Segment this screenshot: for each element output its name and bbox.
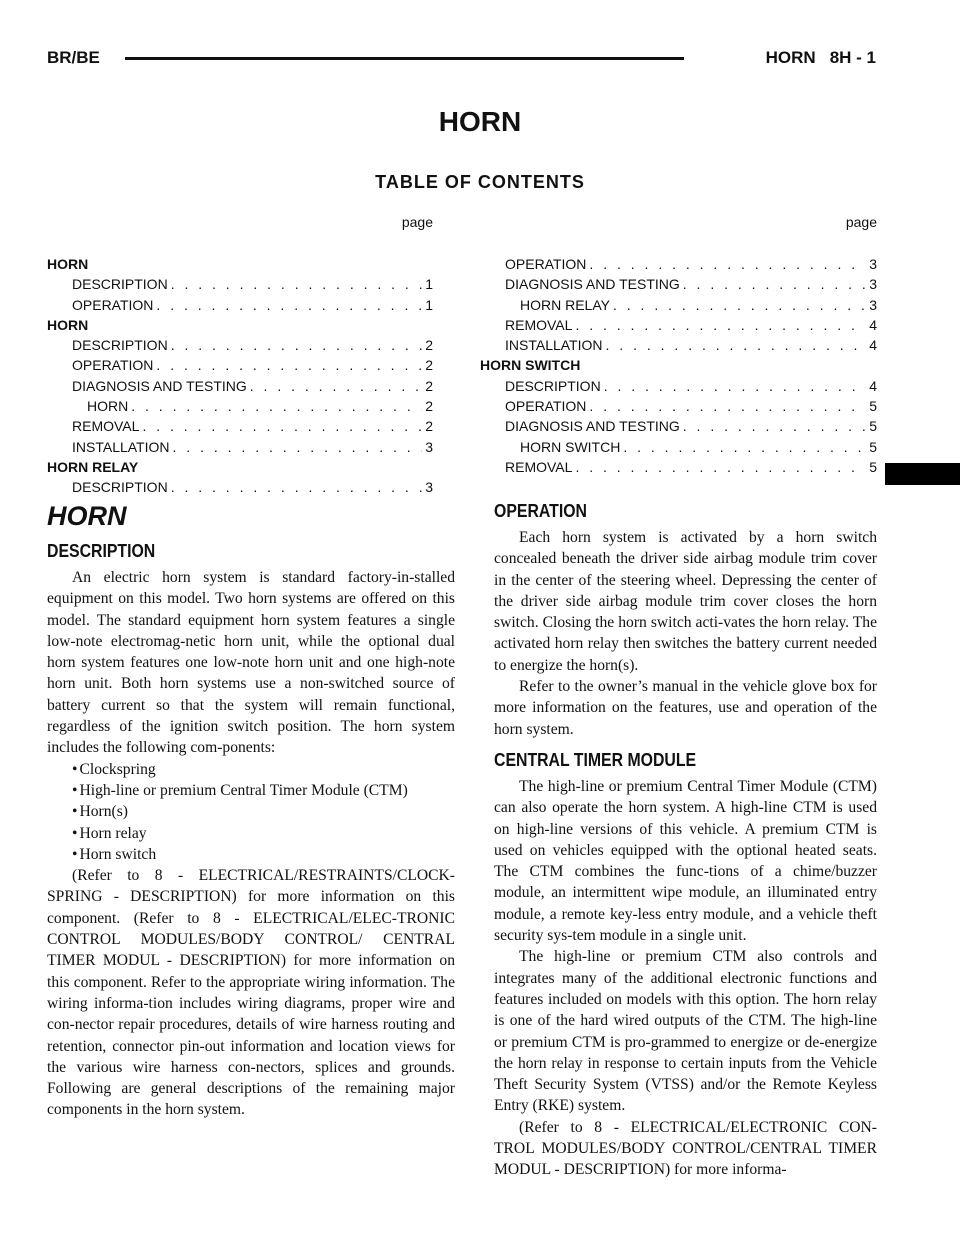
toc-leader-dots [156,355,422,375]
toc-entry-label: DIAGNOSIS AND TESTING [505,418,680,435]
toc-entry-label: DESCRIPTION [505,377,601,394]
toc-entry-label: DESCRIPTION [72,337,168,354]
toc-entry-label: HORN SWITCH [520,438,621,455]
toc-leader-dots [623,437,866,457]
body-column-right [494,497,877,1181]
toc-entry-label: INSTALLATION [505,337,603,354]
list-item: • Horn relay [72,824,147,842]
toc-entry-label: HORN [47,316,89,333]
toc-leader-dots [173,437,422,457]
toc-entry[interactable] [480,254,877,274]
toc-entry-label: HORN RELAY [47,458,139,475]
toc-leader-dots [156,295,422,315]
toc-page-number: 2 [425,357,433,374]
toc-leader-dots [613,295,866,315]
toc-page-number: 5 [869,418,877,435]
ctm-paragraph-3: (Refer to 8 - ELECTRICAL/ELECTRONIC CON-TROL MODULES/BODY CONTROL/CENTRAL TIMER MODUL - DESCRIPTION) for more informa- [494,1118,877,1179]
toc-entry-label: DESCRIPTION [72,479,168,496]
toc-leader-dots [589,396,866,416]
toc-entry-label: OPERATION [72,296,154,313]
operation-paragraph-2: Refer to the owner’s manual in the vehicle glove box for more information on the features, use and operation of the horn system. [494,678,877,738]
page-header [47,47,876,71]
header-section-page [766,47,876,69]
list-item: • Clockspring [72,760,156,778]
toc-entry[interactable] [480,396,877,416]
toc-page-number: 5 [869,398,877,415]
document-title: HORN [438,106,522,137]
toc-page-number: 4 [869,316,877,333]
toc-group-heading[interactable] [47,254,433,274]
toc-entry-label: DESCRIPTION [72,276,168,293]
header-page-number: 8H - 1 [829,48,876,67]
toc-leader-dots [142,416,422,436]
toc-leader-dots [250,376,422,396]
header-model: BR/BE [47,48,100,67]
toc-group-heading[interactable] [47,457,433,477]
toc-entry[interactable] [47,335,433,355]
toc-entry[interactable] [47,416,433,436]
toc-page-number: 1 [425,276,433,293]
toc-entry-label: OPERATION [72,357,154,374]
toc-entry-label: DIAGNOSIS AND TESTING [72,377,247,394]
toc-page-number: 3 [425,479,433,496]
toc-entry-label: OPERATION [505,398,587,415]
toc-page-number: 4 [869,377,877,394]
toc-entry-label: HORN [87,398,129,415]
toc-entry-label: HORN RELAY [520,296,610,313]
ctm-paragraph-2: The high-line or premium CTM also controls and integrates many of the additional electronic functions and features included on models with this option. The horn relay is one of the hard wired outputs of the CTM. The high-line or premium CTM is pro-grammed to energize or de-energize the horn relay in response to certain inputs from the Vehicle Theft Security System (VTSS) and/or the Remote Keyless Entry (RKE) system. [494,948,877,1115]
reference-paragraph: (Refer to 8 - ELECTRICAL/RESTRAINTS/CLOCK-SPRING - DESCRIPTION) for more information on this component. (Refer to 8 - ELECTRICAL/ELEC-TRONIC CONTROL MODULES/BODY CONTROL/ CENTRAL TIMER MODUL - DESCRIPTION) for more information on this component. Refer to the appropriate wiring information. The wiring informa-tion includes wiring diagrams, proper wire and con-nector repair procedures, details of wire harness routing and retention, connector pin-out information and location views for the various wire harness con-nectors, splices and grounds. Following are general descriptions of the remaining major components in the horn system. [47,867,455,1119]
toc-leader-dots [589,254,866,274]
toc-entry-label: HORN [47,256,89,272]
toc-page-number: 2 [425,377,433,394]
toc-page-number: 5 [869,458,877,475]
toc-entry-label: OPERATION [505,256,587,272]
toc-entry-label: DIAGNOSIS AND TESTING [505,276,680,293]
toc-leader-dots [606,335,866,355]
toc-entry-label: REMOVAL [505,458,573,475]
toc-entry[interactable] [47,376,433,396]
toc-group-heading[interactable] [480,355,877,375]
header-section: HORN [765,48,816,67]
toc-entry-label: HORN SWITCH [480,357,581,374]
component-list [47,759,455,865]
toc-page-number: 2 [425,337,433,354]
subheading-central-timer-module: CENTRAL TIMER MODULE [494,749,697,770]
toc-title: TABLE OF CONTENTS [375,172,585,192]
operation-paragraph-1: Each horn system is activated by a horn switch concealed beneath the driver side airbag module trim cover in the center of the steering wheel. Depressing the center of the driver side airbag module trim cover closes the horn switch. Closing the horn switch acti-vates the horn relay. The activated horn relay then switches the battery current needed to energize the horn(s). [494,529,877,674]
list-item: • High-line or premium Central Timer Module (CTM) [72,781,408,799]
toc-leader-dots [683,416,866,436]
section-edge-tab [885,463,960,485]
toc-page-number: 3 [869,256,877,272]
toc-entry[interactable] [480,376,877,396]
subheading-description: DESCRIPTION [47,541,156,561]
toc-list-right [480,254,877,477]
toc-leader-dots [683,274,866,294]
toc-leader-dots [604,376,866,396]
toc-list-left [47,254,433,498]
toc-entry[interactable] [47,274,433,294]
toc-page-number: 3 [869,276,877,293]
toc-leader-dots [171,477,422,497]
ctm-paragraph-1: The high-line or premium Central Timer Module (CTM) can also operate the horn system. A high-line CTM is used on high-line versions of this vehicle. A premium CTM is used on vehicles equipped with the optional heated seats. The CTM combines the func-tions of a chime/buzzer module, an intermittent wipe module, an illuminated entry module, a remote key-less entry module, and a vehicle theft security sys-tem module in a single unit. [494,777,877,945]
toc-entry[interactable] [480,437,877,457]
toc-leader-dots [575,457,866,477]
toc-entry[interactable] [480,335,877,355]
toc-entry[interactable] [480,416,877,436]
toc-entry-label: REMOVAL [72,418,140,435]
toc-entry-label: INSTALLATION [72,438,170,455]
toc-entry[interactable] [480,295,877,315]
toc-entry[interactable] [47,477,433,497]
subheading-operation: OPERATION [494,501,587,521]
toc-page-number: 5 [869,438,877,455]
description-paragraph: An electric horn system is standard factory-in-stalled equipment on this model. Two horn systems are offered on this model. The standard equipment horn system features a single low-note electromag-netic horn unit, while the optional dual horn system features one low-note horn unit and one high-note horn unit. Both horn systems use a non-switched source of battery current so that the system will remain functional, regardless of the ignition switch position. The horn system includes the following com-ponents: [47,569,455,757]
toc-entry-label: REMOVAL [505,316,573,333]
toc-entry[interactable] [47,437,433,457]
toc-page-number: 1 [425,296,433,313]
toc-leader-dots [575,315,866,335]
toc-page-label: page [401,214,433,230]
toc-group-heading[interactable] [47,315,433,335]
toc-page-number: 3 [869,296,877,313]
toc-entry[interactable] [47,295,433,315]
body-column-left [47,497,455,1121]
toc-entry[interactable] [480,315,877,335]
toc-page-label: page [845,214,877,230]
toc-entry[interactable] [480,457,877,477]
list-item: • Horn switch [72,845,157,863]
toc-entry[interactable] [47,396,433,416]
toc-leader-dots [171,335,422,355]
list-item: • Horn(s) [72,803,128,821]
toc-page-number: 2 [425,398,433,415]
header-rule [125,57,684,60]
toc-column-left [47,214,433,498]
section-heading-horn: HORN [47,501,127,531]
toc-page-number: 4 [869,337,877,354]
toc-page-number: 2 [425,418,433,435]
toc-page-number: 3 [425,438,433,455]
toc-column-right [480,214,877,477]
toc-entry[interactable] [480,274,877,294]
toc-leader-dots [131,396,422,416]
toc-leader-dots [171,274,422,294]
toc-entry[interactable] [47,355,433,375]
